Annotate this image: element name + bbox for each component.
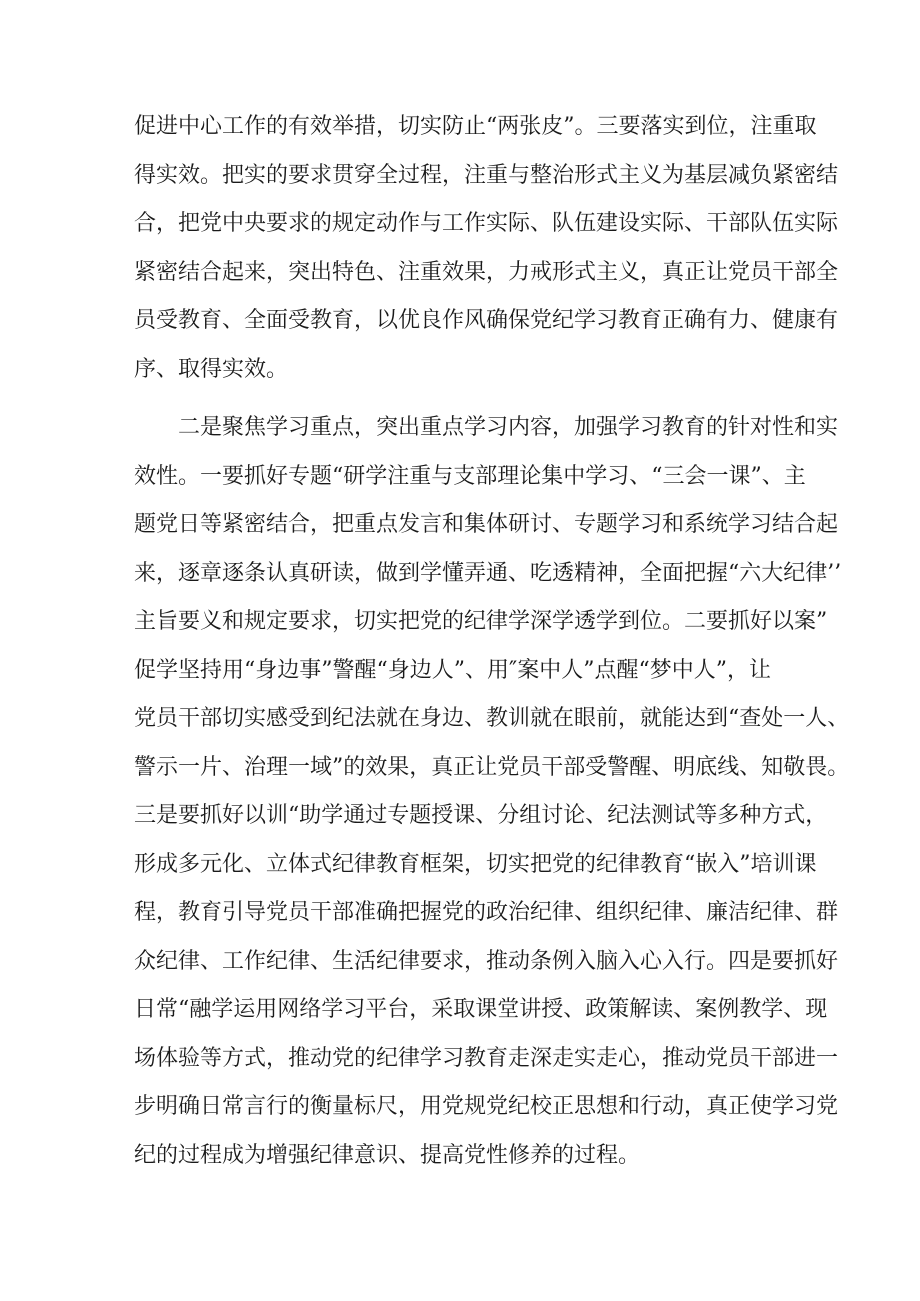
paragraph-line: 警示一片、治理一域”的效果，真正让党员干部受警醒、明底线、知敬畏。 bbox=[134, 754, 850, 780]
paragraph-line: 场体验等方式，推动党的纪律学习教育走深走实走心，推动党员干部进一 bbox=[134, 1045, 839, 1071]
paragraph-line: 形成多元化、立体式纪律教育框架，切实把党的纪律教育“嵌入”培训课 bbox=[134, 851, 817, 877]
paragraph-2 bbox=[134, 404, 850, 1180]
paragraph-line: 题党日等紧密结合，把重点发言和集体研讨、专题学习和系统学习结合起 bbox=[134, 512, 839, 537]
paragraph-line: 三是要抓好以训“助学通过专题授课、分组讨论、纪法测试等多种方式， bbox=[134, 803, 828, 828]
paragraph-line: 日常“融学运用网络学习平台，采取课堂讲授、政策解读、案例教学、现 bbox=[134, 997, 828, 1022]
paragraph-line: 纪的过程成为增强纪律意识、提高党性修养的过程。 bbox=[134, 1142, 641, 1168]
paragraph-line: 效性。一要抓好专题“研学注重与支部理论集中学习、“三会一课”、主 bbox=[134, 463, 806, 489]
paragraph-line: 促学坚持用“身边事”警醒“身边人”、用″案中人”点醒“梦中人”，让 bbox=[134, 657, 771, 683]
paragraph-line: 员受教育、全面受教育，以优良作风确保党纪学习教育正确有力、健康有 bbox=[134, 308, 839, 333]
paragraph-line: 步明确日常言行的衡量标尺，用党规党纪校正思想和行动，真正使学习党 bbox=[134, 1094, 839, 1119]
paragraph-line: 序、取得实效。 bbox=[134, 356, 289, 382]
paragraph-line: 紧密结合起来，突出特色、注重效果，力戒形式主义，真正让党员干部全 bbox=[134, 259, 839, 285]
paragraph-line: 众纪律、工作纪律、生活纪律要求，推动条例入脑入心入行。四是要抓好 bbox=[134, 948, 839, 974]
paragraph-line: 促进中心工作的有效举措，切实防止“两张皮”。三要落实到位，注重取 bbox=[134, 114, 817, 139]
paragraph-line: 合，把党中央要求的规定动作与工作实际、队伍建设实际、干部队伍实际 bbox=[134, 211, 839, 236]
paragraph-line: 二是聚焦学习重点，突出重点学习内容，加强学习教育的针对性和实 bbox=[178, 415, 839, 440]
paragraph-line: 来，逐章逐条认真研读，做到学懂弄通、吃透精神，全面把握“六大纪律’’ bbox=[134, 560, 842, 586]
paragraph-line: 程，教育引导党员干部准确把握党的政治纪律、组织纪律、廉洁纪律、群 bbox=[134, 900, 839, 925]
paragraph-1 bbox=[134, 103, 839, 394]
paragraph-line: 党员干部切实感受到纪法就在身边、教训就在眼前，就能达到“查处一人、 bbox=[134, 706, 850, 731]
paragraph-line: 得实效。把实的要求贯穿全过程，注重与整治形式主义为基层减负紧密结 bbox=[134, 162, 839, 188]
paragraph-line: 主旨要义和规定要求，切实把党的纪律学深学透学到位。二要抓好以案” bbox=[134, 609, 828, 634]
